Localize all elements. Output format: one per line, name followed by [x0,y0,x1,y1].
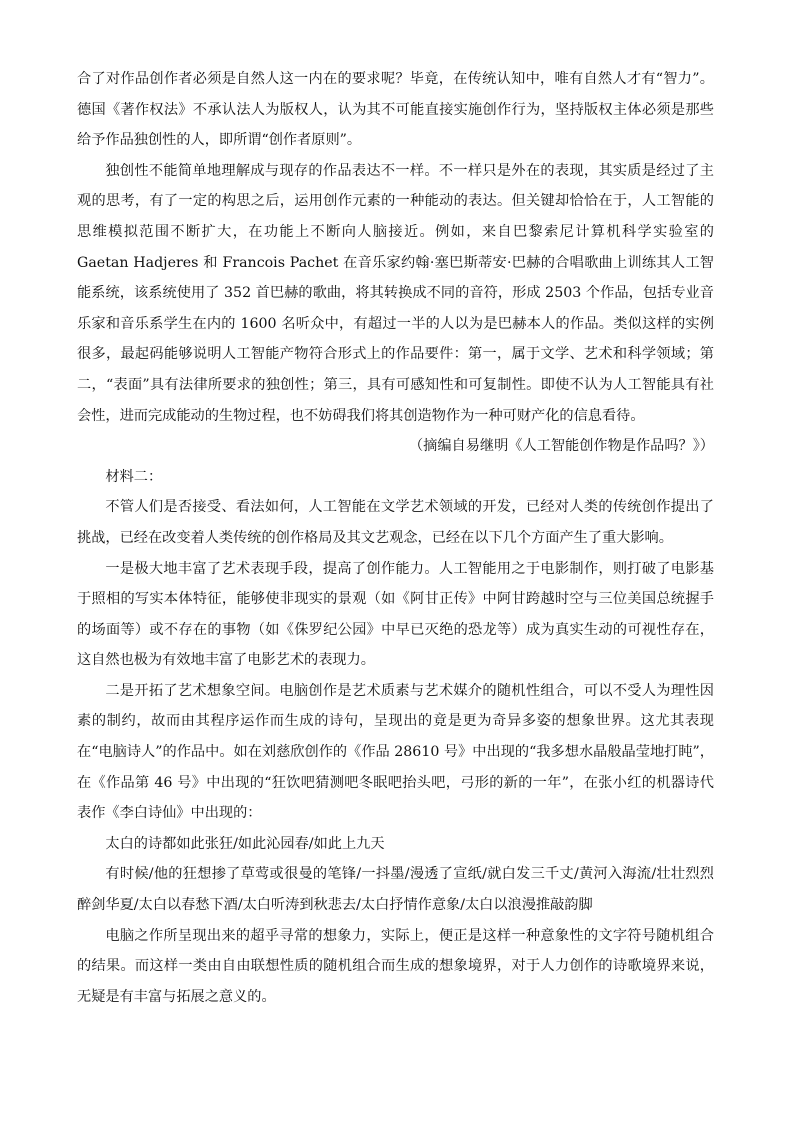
paragraph-continuation: 合了对作品创作者必须是自然人这一内在的要求呢？毕竟，在传统认知中，唯有自然人才有“智力”。德国《著作权法》不承认法人为版权人，认为其不可能直接实施创作行为，坚持版权主体必须是那些给予作品独创性的人，即所谓“创作者原则”。 [77,71,714,149]
poem-line-two: 有时候/他的狂想掺了草莺或很曼的笔锋/一抖墨/漫透了宣纸/就白发三千丈/黄河入海流/壮壮烈烈醉剑华夏/太白以春愁下酒/太白听涛到秋悲去/太白抒情作意象/太白以浪漫推敲韵脚 [77,866,714,914]
paragraph-conclusion: 电脑之作所呈现出来的超乎寻常的想象力，实际上，便正是这样一种意象性的文字符号随机组合的结果。而这样一类由自由联想性质的随机组合而生成的想象境界，对于人力创作的诗歌境界来说，无疑是有丰富与拓展之意义的。 [77,927,714,1005]
paragraph-intro: 不管人们是否接受、看法如何，人工智能在文学艺术领域的开发，已经对人类的传统创作提出了挑战，已经在改变着人类传统的创作格局及其文艺观念，已经在以下几个方面产生了重大影响。 [77,499,714,546]
paragraph-point-one: 一是极大地丰富了艺术表现手段，提高了创作能力。人工智能用之于电影制作，则打破了电影基于照相的写实本体特征，能够使非现实的景观（如《阿甘正传》中阿甘跨越时空与三位美国总统握手的场面等）或不存在的事物（如《侏罗纪公园》中早已灭绝的恐龙等）成为真实生动的可视性存在，这自然也极为有效地丰富了电影艺术的表现力。 [77,560,714,669]
source-citation: （摘编自易继明《人工智能创作物是作品吗？》） [408,438,714,455]
material-two-heading: 材料二： [105,468,163,485]
paragraph-originality: 独创性不能简单地理解成与现存的作品表达不一样。不一样只是外在的表现，其实质是经过了主观的思考，有了一定的构思之后，运用创作元素的一种能动的表达。但关键却恰恰在于，人工智能的思维模拟范围不断扩大，在功能上不断向人脑接近。例如，来自巴黎索尼计算机科学实验室的 Gaetan Hadjeres 和 Francois Pachet 在音乐家约翰·塞巴斯蒂安·巴赫的合唱歌曲上训练其人工智能系统，该系统使用了 352 首巴赫的歌曲，将其转换成不同的音符，形成 2503 个作品，包括专业音乐家和音乐系学生在内的 1600 名听众中，有超过一半的人以为是巴赫本人的作品。类似这样的实例很多，最起码能够说明人工智能产物符合形式上的作品要件：第一，属于文学、艺术和科学领域；第二，“表面”具有法律所要求的独创性；第三，具有可感知性和可复制性。即使不认为人工智能具有社会性，进而完成能动的生物过程，也不妨碍我们将其创造物作为一种可财产化的信息看待。 [77,162,714,424]
poem-line-one: 太白的诗都如此张狂/如此沁园春/如此上九天 [105,835,385,852]
paragraph-point-two: 二是开拓了艺术想象空间。电脑创作是艺术质素与艺术媒介的随机性组合，可以不受人为理性因素的制约，故而由其程序运作而生成的诗句，呈现出的竟是更为奇异多姿的想象世界。这尤其表现在“电脑诗人”的作品中。如在刘慈欣创作的《作品 28610 号》中出现的“我多想水晶般晶莹地打盹”，在《作品第 46 号》中出现的“狂饮吧猜测吧冬眠吧抬头吧，弓形的新的一年”，在张小红的机器诗代表作《李白诗仙》中出现的： [77,682,714,822]
